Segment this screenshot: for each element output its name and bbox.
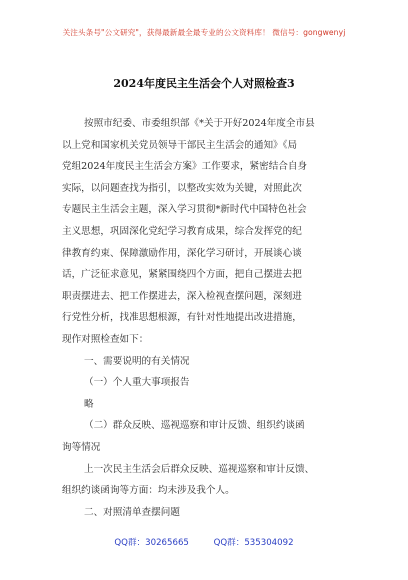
omitted-note	[62, 394, 352, 416]
paragraph-line: 专题民主生活会主题，深入学习贯彻*新时代中国特色社会	[62, 204, 307, 216]
paragraph-line: 组织约谈函询等方面：均未涉及我个人。	[62, 485, 235, 497]
paragraph-line: 主义思想，巩固深化党纪学习教育成果，综合发挥党的纪	[62, 225, 302, 237]
section-heading-one	[62, 351, 352, 373]
heading-line: 询等情况	[62, 441, 101, 453]
section-heading-two	[62, 502, 352, 524]
footer-qq-groups	[0, 536, 408, 548]
header-promo-text: 关注头条号"公文研究"，获得最新最全最专业的公文资料库！ 微信号：gongwenyj	[62, 28, 346, 37]
feedback-paragraph	[62, 459, 352, 502]
heading-line: （二）群众反映、巡视巡察和审计反馈、组织约谈函	[84, 420, 305, 432]
intro-paragraph	[62, 113, 352, 351]
heading-line: （一）个人重大事项报告	[84, 377, 190, 389]
document-title: 2024年度民主生活会个人对照检查3	[113, 77, 295, 90]
subsection-heading-two	[62, 415, 352, 458]
document-body	[62, 113, 352, 523]
paragraph-line: 职责摆进去、把工作摆进去，深入检视查摆问题，深刻进	[62, 290, 302, 302]
heading-line: 一、需要说明的有关情况	[84, 355, 190, 367]
paragraph-line: 上一次民主生活会后群众反映、巡视巡察和审计反馈、	[84, 463, 315, 475]
paragraph-line: 现作对照检查如下：	[62, 333, 149, 345]
paragraph-line: 行党性分析，找准思想根源，有针对性地提出改进措施，	[62, 312, 302, 324]
paragraph-line: 按照市纪委、市委组织部《*关于开好2024年度全市县	[84, 118, 315, 129]
paragraph-line: 实际，以问题查找为指引，以整改实效为关键，对照此次	[62, 182, 302, 194]
paragraph-line: 话，广泛征求意见，紧紧围绕四个方面，把自己摆进去把	[62, 269, 302, 281]
subsection-heading-one	[62, 372, 352, 394]
paragraph-line: 以上党和国家机关党员领导干部民主生活会的通知》《局	[62, 139, 298, 151]
paragraph-line: 略	[84, 398, 94, 410]
heading-line: 二、对照清单查摆问题	[84, 506, 180, 518]
paragraph-line: 党组2024年度民主生活会方案》工作要求，紧密结合自身	[62, 161, 308, 173]
qq-group-1: QQ群：30265665	[114, 538, 189, 548]
qq-group-2: QQ群：535304092	[213, 538, 294, 548]
paragraph-line: 律教育约束、保障激励作用，深化学习研讨，开展谈心谈	[62, 247, 302, 259]
